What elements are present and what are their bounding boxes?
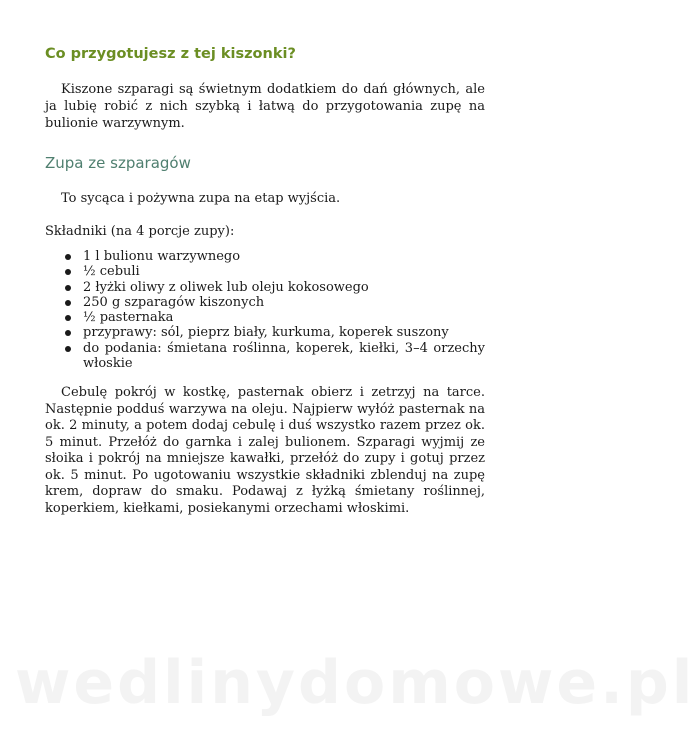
list-item — [65, 310, 485, 325]
list-item — [65, 325, 485, 340]
ingredient-text: 250 g szparagów kiszonych — [83, 294, 265, 310]
list-item — [65, 249, 485, 264]
list-item — [65, 264, 485, 279]
ingredients-list — [65, 249, 485, 371]
section-heading-zupa: Zupa ze szparagów — [45, 154, 191, 172]
bullet-icon — [65, 346, 71, 352]
section-heading-kiszonki: Co przygotujesz z tej kiszonki? — [45, 46, 296, 62]
list-item — [65, 295, 485, 310]
bullet-icon — [65, 285, 71, 291]
bullet-icon — [65, 315, 71, 321]
ingredient-text: ½ cebuli — [83, 264, 140, 280]
list-item — [65, 341, 485, 372]
ingredient-text: 1 l bulionu warzywnego — [83, 249, 241, 264]
ingredient-text: do podania: śmietana roślinna, koperek, kiełki, 3–4 orzechy włoskie — [83, 340, 485, 372]
bullet-icon — [65, 300, 71, 306]
lead-paragraph: To sycąca i pożywna zupa na etap wyjścia. — [61, 191, 341, 206]
ingredient-text: ½ pasternaka — [83, 310, 174, 326]
list-item — [65, 280, 485, 295]
bullet-icon — [65, 269, 71, 275]
ingredients-label: Składniki (na 4 porcje zupy): — [45, 224, 235, 239]
bullet-icon — [65, 254, 71, 260]
ingredient-text: 2 łyżki oliwy z oliwek lub oleju kokosowego — [83, 279, 369, 295]
method-paragraph: Cebulę pokrój w kostkę, pasternak obierz i zetrzyj na tarce. Następnie podduś warzywa na oleju. Najpierw wyłóż pasternak na ok. 2 minuty, a potem dodaj cebulę i duś wszystko razem przez ok. 5 minut. Przełóż do garnka i zalej bulionem. Szparagi wyjmij ze słoika i pokrój na mniejsze kawałki, przełóż do zupy i gotuj przez ok. 5 minut. Po ugotowaniu wszystkie składniki zblenduj na zupę krem, dopraw do smaku. Podawaj z łyżką śmietany roślinnej, koperkiem, kiełkami, posiekanymi orzechami włoskimi. — [45, 385, 485, 516]
intro-paragraph: Kiszone szparagi są świetnym dodatkiem do dań głównych, ale ja lubię robić z nich szybką i łatwą do przygotowania zupę na bulionie warzywnym. — [45, 82, 485, 131]
bullet-icon — [65, 330, 71, 336]
watermark-logo: wedlinydomowe.pl — [15, 648, 695, 718]
ingredient-text: przyprawy: sól, pieprz biały, kurkuma, koperek suszony — [83, 325, 449, 341]
